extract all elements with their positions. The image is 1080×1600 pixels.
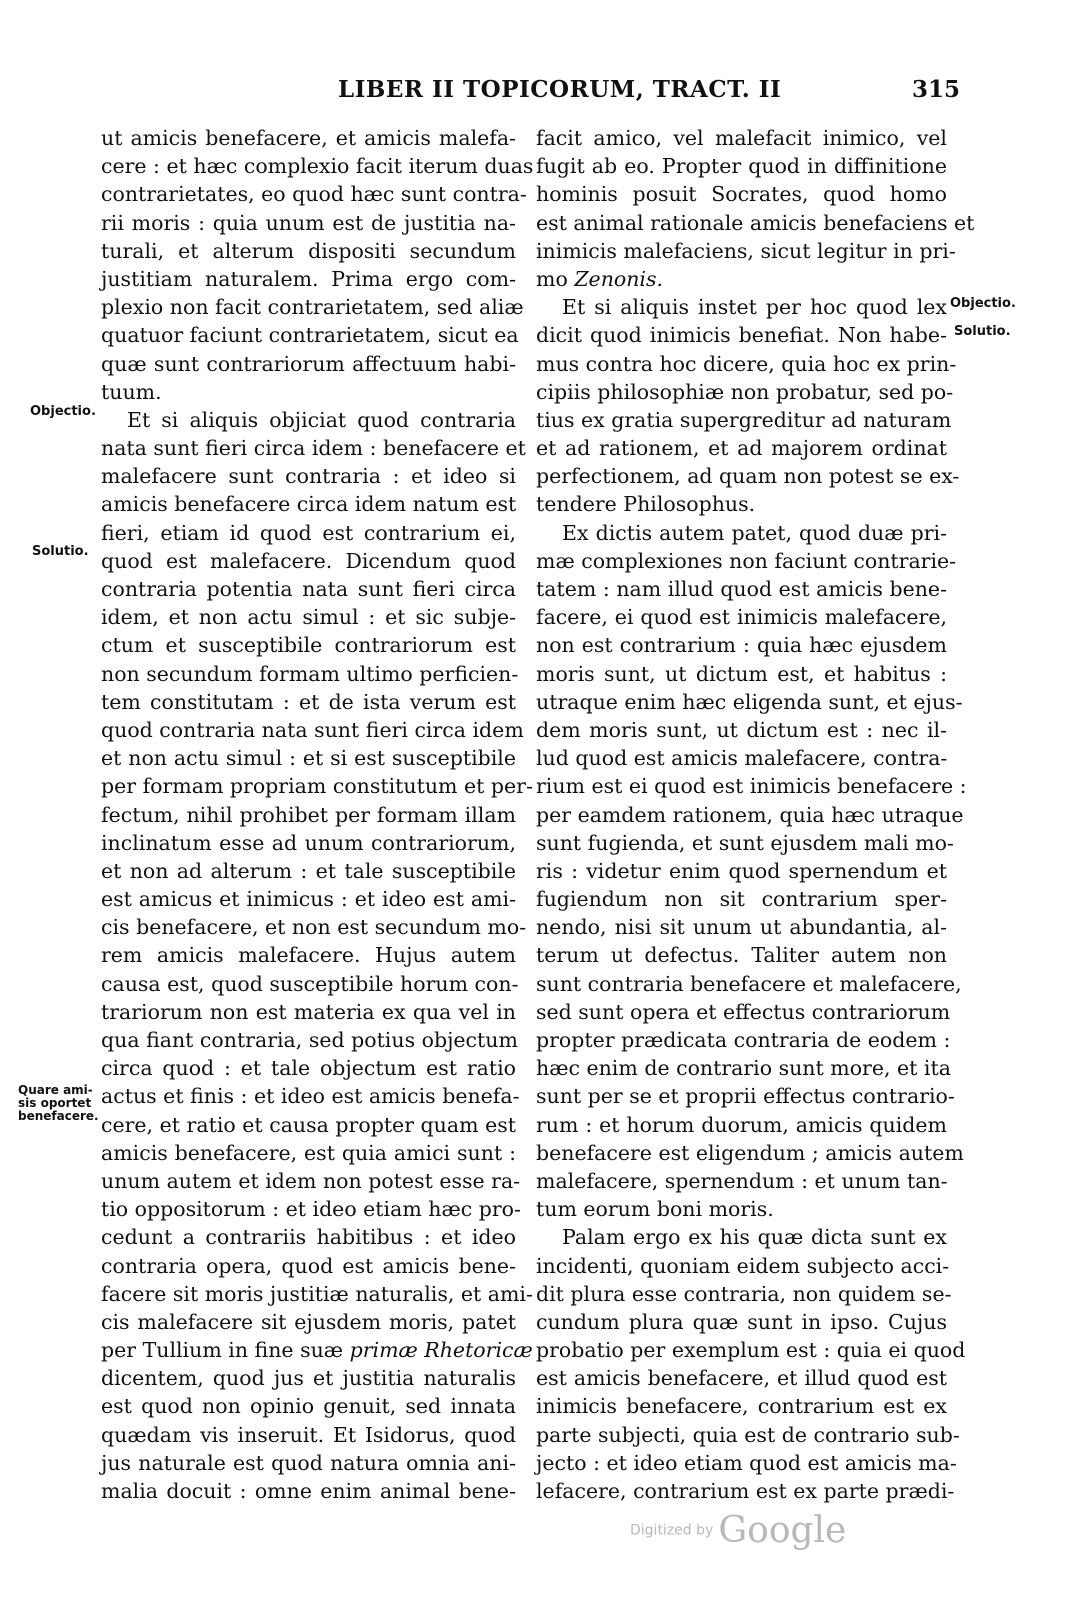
text-line: Ex dictis autem patet, quod duæ pri- bbox=[562, 520, 947, 545]
marginal-quare-line: sis oportet bbox=[18, 1096, 92, 1110]
work-title-zenonis: Zenonis. bbox=[574, 266, 664, 291]
text-line: cis benefacere, et non est secundum mo- bbox=[101, 915, 527, 940]
text-line: plexio non facit contrarietatem, sed aliæ bbox=[101, 295, 524, 320]
text-line: fectum, nihil prohibet per formam illam bbox=[101, 802, 516, 827]
marginal-quare-line: benefacere. bbox=[18, 1109, 99, 1123]
text-line: causa est, quod susceptibile horum con- bbox=[101, 971, 519, 996]
text-line: propter prædicata contraria de eodem : bbox=[536, 1028, 951, 1052]
text-line: contrarietates, eo quod hæc sunt contra- bbox=[101, 182, 527, 207]
text-line: est amicus et inimicus : et ideo est ami- bbox=[101, 887, 516, 912]
text-line: fugit ab eo. Propter quod in diffinitione bbox=[536, 154, 947, 179]
text-line: inclinatum esse ad unum contrariorum, bbox=[101, 830, 516, 855]
running-header bbox=[0, 76, 1080, 116]
text-line: jus naturale est quod natura omnia ani- bbox=[101, 1450, 516, 1475]
text-line: est quod non opinio genuit, sed innata bbox=[101, 1394, 516, 1419]
page-number: 315 bbox=[912, 76, 961, 103]
text-line bbox=[101, 1336, 533, 1364]
text-line: quod est malefacere. Dicendum quod bbox=[101, 548, 516, 573]
text-line: utraque enim hæc eligenda sunt, et ejus- bbox=[536, 689, 963, 714]
text-line: hæc enim de contrario sunt more, et ita bbox=[536, 1056, 951, 1081]
text-line: rum : et horum duorum, amicis quidem bbox=[536, 1112, 947, 1137]
text-line: fieri, etiam id quod est contrarium ei, bbox=[101, 520, 516, 545]
text-line: quatuor faciunt contrarietatem, sicut ea bbox=[101, 323, 519, 348]
text-line: contraria opera, quod est amicis bene- bbox=[101, 1253, 516, 1278]
text-line: non secundum formam ultimo perficien- bbox=[101, 661, 519, 686]
text-line: per formam propriam constitutum et per- bbox=[101, 774, 533, 799]
text-line: Palam ergo ex his quæ dicta sunt ex bbox=[562, 1225, 947, 1250]
text-line: dem moris sunt, ut dictum est : nec il- bbox=[536, 717, 947, 742]
text-line: trariorum non est materia ex qua vel in bbox=[101, 999, 516, 1024]
text-line: moris sunt, ut dictum est, et habitus : bbox=[536, 661, 947, 686]
text-line: est animal rationale amicis benefaciens et bbox=[536, 210, 975, 235]
text-line: tendere Philosophus. bbox=[536, 492, 756, 517]
text-line: tum eorum boni moris. bbox=[536, 1197, 774, 1222]
text-line: Et si aliquis objiciat quod contraria bbox=[127, 407, 516, 432]
digitized-watermark bbox=[630, 1510, 846, 1551]
text-line: tatem : nam illud quod est amicis bene- bbox=[536, 577, 947, 601]
text-fragment: per Tullium in fine suæ bbox=[101, 1338, 350, 1363]
marginal-solutio-right: Solutio. bbox=[954, 324, 1011, 339]
text-line: dicentem, quod jus et justitia naturalis bbox=[101, 1366, 516, 1391]
text-line: qua fiant contraria, sed potius objectum bbox=[101, 1028, 518, 1052]
text-line: amicis benefacere circa idem natum est bbox=[101, 492, 517, 517]
text-line: tius ex gratia supergreditur ad naturam bbox=[536, 407, 952, 432]
right-column bbox=[536, 124, 975, 1505]
text-line: turali, et alterum dispositi secundum bbox=[101, 238, 516, 263]
text-line: dicit quod inimicis benefiat. Non habe- bbox=[536, 323, 947, 348]
text-line: facere, ei quod est inimicis malefacere, bbox=[536, 605, 947, 630]
text-line: et non actu simul : et si est susceptibile bbox=[101, 746, 516, 771]
text-line: probatio per exemplum est : quia ei quod bbox=[536, 1338, 966, 1363]
text-line: malia docuit : omne enim animal bene- bbox=[101, 1479, 516, 1503]
text-line: benefacere est eligendum ; amicis autem bbox=[536, 1140, 964, 1165]
text-line: quædam vis inseruit. Et Isidorus, quod bbox=[101, 1422, 516, 1447]
text-line: mæ complexiones non faciunt contrarie- bbox=[536, 548, 957, 573]
marginal-quare-line: Quare ami- bbox=[18, 1083, 93, 1097]
text-line: per eamdem rationem, quia hæc utraque bbox=[536, 802, 964, 827]
text-line: quod contraria nata sunt fieri circa idem bbox=[101, 717, 524, 742]
text-line: inimicis malefaciens, sicut legitur in pri- bbox=[536, 238, 956, 263]
text-line: facere sit moris justitiæ naturalis, et ami- bbox=[101, 1281, 533, 1306]
text-line: parte subjecti, quia est de contrario sub- bbox=[536, 1422, 960, 1447]
marginal-solutio-left: Solutio. bbox=[32, 544, 89, 559]
text-line: sunt fugienda, et sunt ejusdem mali mo- bbox=[536, 830, 954, 855]
text-line: lefacere, contrarium est ex parte prædi- bbox=[536, 1479, 955, 1503]
text-line: quæ sunt contrariorum affectuum habi- bbox=[101, 351, 516, 376]
text-line: nendo, nisi sit unum ut abundantia, al- bbox=[536, 915, 947, 940]
work-title-rhetorica: primæ Rhetoricæ bbox=[349, 1338, 533, 1363]
watermark-prefix: Digitized by bbox=[630, 1522, 714, 1539]
text-line: cedunt a contrariis habitibus : et ideo bbox=[101, 1225, 516, 1250]
text-line: Et si aliquis instet per hoc quod lex bbox=[562, 295, 947, 320]
text-line: contraria potentia nata sunt fieri circa bbox=[101, 577, 516, 601]
text-line: cundum plura quæ sunt in ipso. Cujus bbox=[536, 1309, 947, 1334]
text-line: justitiam naturalem. Prima ergo com- bbox=[101, 266, 516, 291]
text-line: dit plura esse contraria, non quidem se- bbox=[536, 1281, 952, 1306]
text-line: malefacere sunt contraria : et ideo si bbox=[101, 464, 516, 489]
text-line: sunt per se et proprii effectus contrario- bbox=[536, 1084, 955, 1109]
marginal-quare bbox=[18, 1084, 99, 1123]
text-line: cere, et ratio et causa propter quam est bbox=[101, 1112, 516, 1137]
text-line: terum ut defectus. Taliter autem non bbox=[536, 943, 947, 968]
text-line: tio oppositorum : et ideo etiam hæc pro- bbox=[101, 1197, 521, 1222]
text-line: rii moris : quia unum est de justitia na- bbox=[101, 210, 516, 235]
text-line: malefacere, spernendum : et unum tan- bbox=[536, 1168, 948, 1193]
text-line: sunt contraria benefacere et malefacere, bbox=[536, 971, 962, 996]
text-line: non est contrarium : quia hæc ejusdem bbox=[536, 633, 947, 658]
text-line: unum autem et idem non potest esse ra- bbox=[101, 1168, 521, 1193]
marginal-objectio-right: Objectio. bbox=[950, 296, 1016, 311]
text-line: inimicis benefacere, contrarium est ex bbox=[536, 1394, 947, 1419]
text-line: incidenti, quoniam eidem subjecto acci- bbox=[536, 1253, 950, 1278]
text-line: nata sunt fieri circa idem : benefacere et bbox=[101, 436, 526, 461]
text-line: amicis benefacere, est quia amici sunt : bbox=[101, 1140, 516, 1165]
text-line: tem constitutam : et de ista verum est bbox=[101, 689, 516, 714]
text-line: jecto : et ideo etiam quod est amicis ma- bbox=[536, 1450, 957, 1475]
text-fragment: mo bbox=[536, 266, 575, 291]
text-line: ris : videtur enim quod spernendum et bbox=[536, 858, 947, 883]
text-line: cis malefacere sit ejusdem moris, patet bbox=[101, 1309, 516, 1334]
marginal-objectio-left: Objectio. bbox=[30, 404, 96, 419]
text-line: rium est ei quod est inimicis benefacere : bbox=[536, 774, 967, 799]
text-line: hominis posuit Socrates, quod homo bbox=[536, 182, 947, 207]
left-column bbox=[101, 124, 534, 1505]
text-line: circa quod : et tale objectum est ratio bbox=[101, 1056, 516, 1081]
header-title: LIBER II TOPICORUM, TRACT. II bbox=[338, 76, 782, 103]
text-line: cipiis philosophiæ non probatur, sed po- bbox=[536, 379, 954, 404]
text-line: actus et finis : et ideo est amicis benefa- bbox=[101, 1084, 520, 1109]
text-line bbox=[536, 265, 947, 293]
text-line: tuum. bbox=[101, 379, 162, 404]
text-line: facit amico, vel malefacit inimico, vel bbox=[536, 126, 947, 150]
text-line: idem, et non actu simul : et sic subje- bbox=[101, 605, 516, 630]
text-line: ctum et susceptibile contrariorum est bbox=[101, 633, 516, 658]
text-line: fugiendum non sit contrarium sper- bbox=[536, 887, 947, 912]
text-line: lud quod est amicis malefacere, contra- bbox=[536, 746, 948, 771]
text-line: perfectionem, ad quam non potest se ex- bbox=[536, 464, 960, 489]
watermark-brand: Google bbox=[718, 1510, 847, 1551]
text-line: et ad rationem, et ad majorem ordinat bbox=[536, 436, 947, 461]
text-line: rem amicis malefacere. Hujus autem bbox=[101, 943, 516, 968]
text-line: est amicis benefacere, et illud quod est bbox=[536, 1366, 947, 1391]
text-line: ut amicis benefacere, et amicis malefa- bbox=[101, 126, 516, 150]
text-line: et non ad alterum : et tale susceptibile bbox=[101, 858, 516, 883]
text-line: cere : et hæc complexio facit iterum duas bbox=[101, 154, 534, 179]
text-line: sed sunt opera et effectus contrariorum bbox=[536, 999, 951, 1024]
text-line: mus contra hoc dicere, quia hoc ex prin- bbox=[536, 351, 957, 376]
